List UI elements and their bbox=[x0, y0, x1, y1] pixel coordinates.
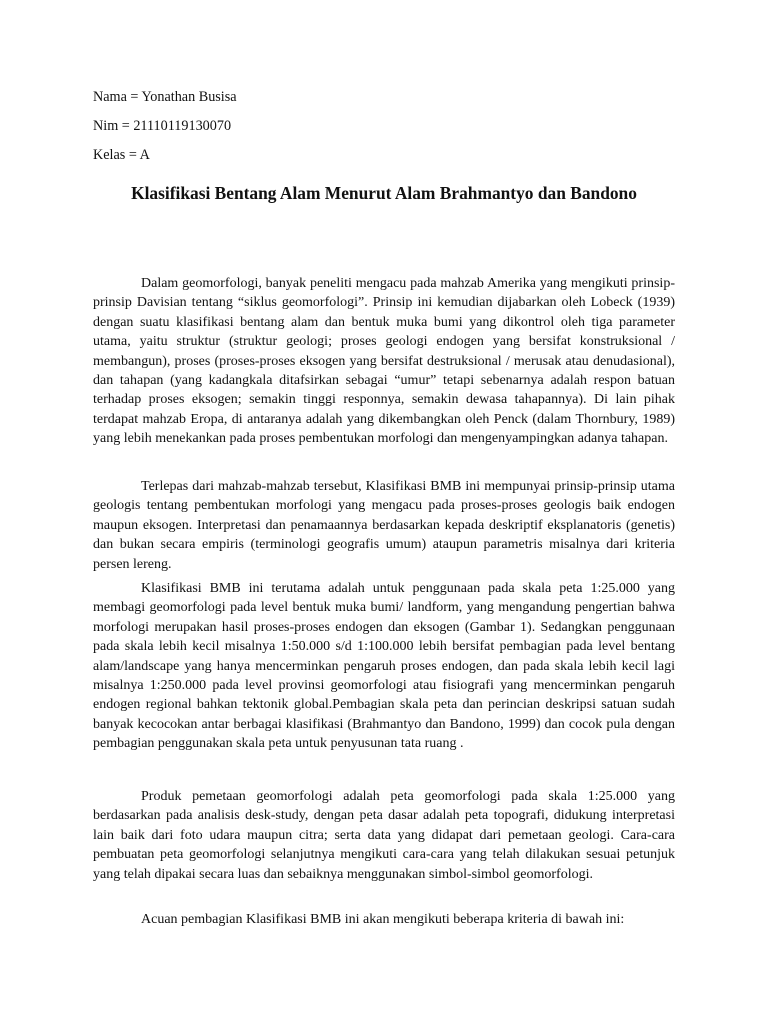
student-class: Kelas = A bbox=[93, 147, 150, 163]
student-name: Nama = Yonathan Busisa bbox=[93, 89, 237, 105]
document-title: Klasifikasi Bentang Alam Menurut Alam Brahmantyo dan Bandono bbox=[131, 183, 637, 203]
paragraph-5: Acuan pembagian Klasifikasi BMB ini akan mengikuti beberapa kriteria di bawah ini: bbox=[141, 912, 625, 927]
paragraph-1: Dalam geomorfologi, banyak peneliti mengacu pada mahzab Amerika yang mengikuti prinsip-prinsip Davisian tentang “siklus geomorfologi”. Prinsip ini kemudian dijabarkan oleh Lobeck (1939) dengan suatu klasifikasi bentang alam dan bentuk muka bumi yang dikontrol oleh tiga parameter utama, yaitu struktur (struktur geologi; proses geologi endogen yang bersifat konstruksional / membangun), proses (proses-proses eksogen yang bersifat destruksional / merusak atau denudasional), dan tahapan (yang kadangkala ditafsirkan sebagai “umur” tetapi sebenarnya adalah respon batuan terhadap proses eksogen; semakin tinggi responnya, semakin dewasa tahapannya). Di lain pihak terdapat mahzab Eropa, di antaranya adalah yang dikembangkan oleh Penck (dalam Thornbury, 1989) yang lebih menekankan pada proses pembentukan morfologi dan mengenyampingkan adanya tahapan. bbox=[93, 276, 675, 447]
paragraph-2: Terlepas dari mahzab-mahzab tersebut, Klasifikasi BMB ini mempunyai prinsip-prinsip utama geologis tentang pembentukan morfologi yang mengacu pada proses-proses geologis baik endogen maupun eksogen. Interpretasi dan penamaannya berdasarkan kepada deskriptif eksplanatoris (genetis) dan bukan secara empiris (terminologi geografis umum) ataupun parametris misalnya dari kriteria persen lereng. bbox=[93, 479, 675, 572]
student-id: Nim = 21110119130070 bbox=[93, 118, 232, 134]
paragraph-4: Produk pemetaan geomorfologi adalah peta geomorfologi pada skala 1:25.000 yang berdasarkan pada analisis desk-study, dengan peta dasar adalah peta topografi, didukung interpretasi lain baik dari foto udara maupun citra; serta data yang didapat dari pemetaan geologi. Cara-cara pembuatan peta geomorfologi selanjutnya mengikuti cara-cara yang telah dilakukan sesuai petunjuk yang telah dipakai secara luas dan sebaiknya menggunakan simbol-simbol geomorfologi. bbox=[93, 789, 675, 882]
paragraph-3: Klasifikasi BMB ini terutama adalah untuk penggunaan pada skala peta 1:25.000 yang membagi geomorfologi pada level bentuk muka bumi/ landform, yang mengandung pengertian bahwa morfologi merupakan hasil proses-proses endogen dan eksogen (Gambar 1). Sedangkan penggunaan pada skala lebih kecil misalnya 1:50.000 s/d 1:100.000 lebih bersifat pembagian pada level bentang alam/landscape yang hanya mencerminkan pengaruh proses endogen, dan pada skala lebih kecil lagi misalnya 1:250.000 pada level provinsi geomorfologi atau fisiografi yang mencerminkan pengaruh endogen regional bahkan tektonik global.Pembagian skala peta dan perincian deskripsi satuan sudah banyak kecocokan antar berbagai klasifikasi (Brahmantyo dan Bandono, 1999) dan cocok pula dengan pembagian penggunakan skala peta untuk penyusunan tata ruang . bbox=[93, 581, 675, 752]
